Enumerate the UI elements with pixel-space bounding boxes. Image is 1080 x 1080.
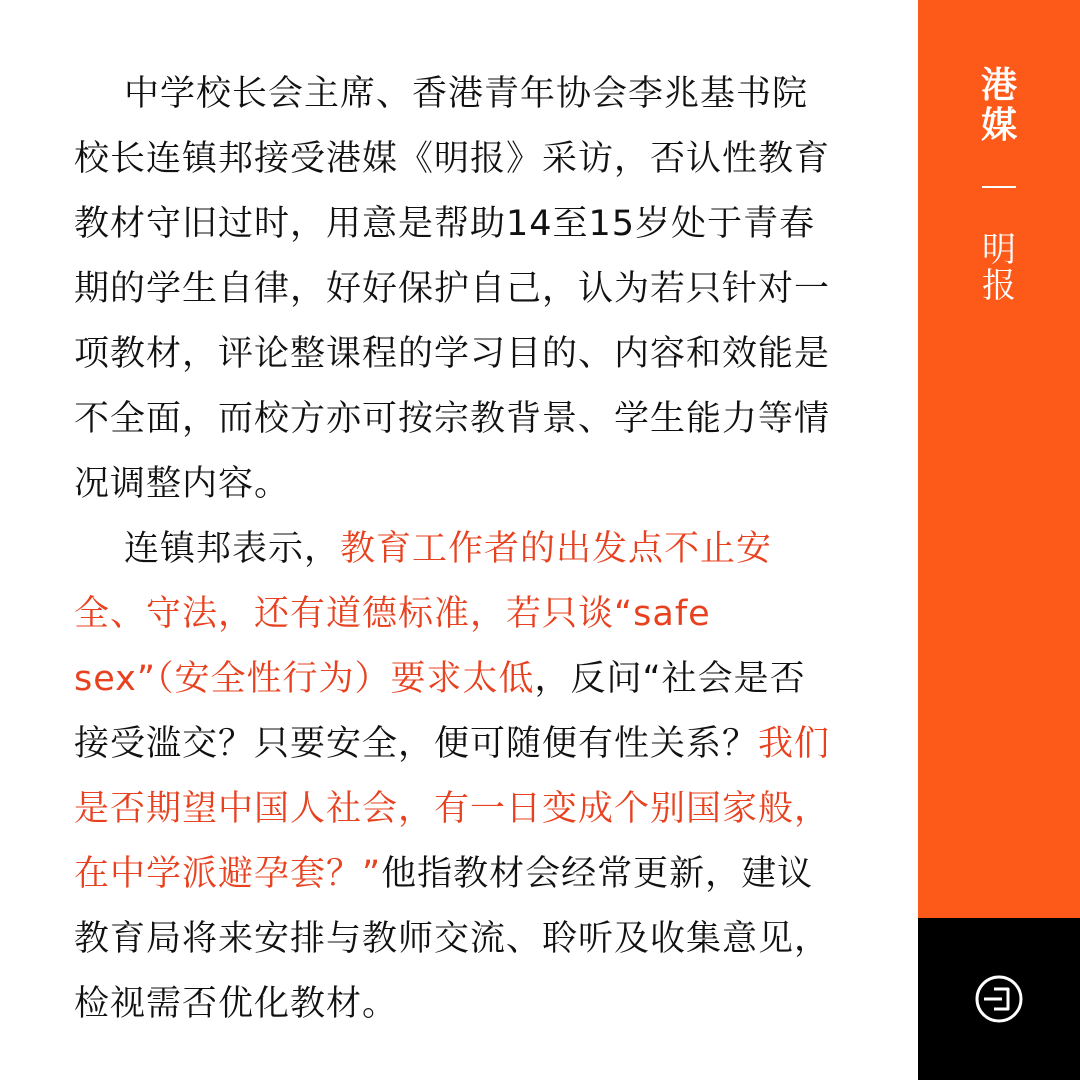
paragraph-2-highlight: 我们是否期望中国人社会，有一日变成个别国家般，在中学派避孕套？” <box>74 724 831 894</box>
paragraph-2-highlight: 教育工作者的出发点不止安全、守法，还有道德标准，若只谈“safe sex”（安全性行为）要求太低 <box>74 529 773 699</box>
paragraph-1: 中学校长会主席、香港青年协会李兆基书院校长连镇邦接受港媒《明报》采访，否认性教育教材守旧过时，用意是帮助14至15岁处于青春期的学生自律，好好保护自己，认为若只针对一项教材，评论整课程的学习目的、内容和效能是不全面，而校方亦可按宗教背景、学生能力等情况调整内容。 <box>74 74 831 504</box>
paragraph-2-segment: 他指教材会经常更新，建议教育局将来安排与教师交流、聆听及收集意见，检视需否优化教材。 <box>74 854 831 1024</box>
paragraph-2 <box>74 517 834 1037</box>
sidebar <box>918 0 1080 1080</box>
source-char: 报 <box>982 266 1016 306</box>
category-label <box>918 66 1080 146</box>
category-char: 港 <box>980 65 1017 106</box>
source-char: 明 <box>982 230 1016 270</box>
article-body <box>74 62 834 1037</box>
paragraph-2-segment: ，反问“社会是否接受滥交？只要安全，便可随便有性关系？ <box>74 659 806 764</box>
sidebar-accent-panel <box>918 0 1080 918</box>
label-divider <box>982 186 1016 188</box>
circle-logo-icon <box>974 974 1024 1024</box>
source-name <box>918 232 1080 304</box>
paragraph-2-segment: 连镇邦表示， <box>124 529 341 569</box>
category-char: 媒 <box>980 105 1017 146</box>
sidebar-footer <box>918 918 1080 1080</box>
